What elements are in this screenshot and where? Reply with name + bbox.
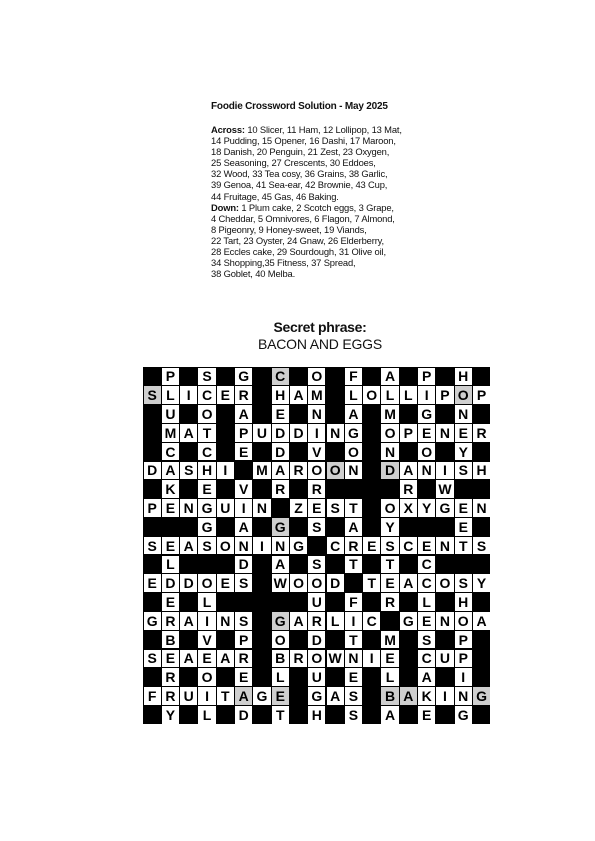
grid-cell: A [180, 537, 197, 555]
grid-cell: S [198, 368, 215, 386]
grid-cell: D [180, 574, 197, 592]
grid-cell: L [381, 386, 398, 404]
grid-cell: A [345, 405, 362, 423]
clue-text: 32 Wood, 33 Tea cosy, 36 Grains, 38 Garlic, [211, 168, 388, 180]
grid-cell: O [455, 386, 472, 404]
grid-cell: M [381, 631, 398, 649]
grid-cell: A [473, 612, 490, 630]
grid-cell: L [162, 556, 179, 574]
grid-cell: I [345, 612, 362, 630]
grid-cell: A [180, 612, 197, 630]
grid-cell: E [162, 593, 179, 611]
grid-cell: W [272, 574, 289, 592]
grid-cell: P [235, 631, 252, 649]
grid-cell: S [308, 556, 325, 574]
grid-cell: A [381, 706, 398, 724]
clue-line [211, 168, 461, 179]
grid-cell: R [345, 537, 362, 555]
clue-line [211, 235, 461, 246]
grid-cell: D [272, 443, 289, 461]
grid-cell: D [272, 424, 289, 442]
grid-cell: E [198, 650, 215, 668]
grid-cell: P [400, 424, 417, 442]
grid-cell: U [436, 650, 453, 668]
grid-cell: A [345, 518, 362, 536]
grid-cell: O [217, 537, 234, 555]
grid-cell: S [327, 499, 344, 517]
grid-cell: W [327, 650, 344, 668]
grid-cell: C [198, 443, 215, 461]
clue-line [211, 246, 461, 257]
grid-cell: F [345, 593, 362, 611]
grid-cell: A [327, 687, 344, 705]
grid-cell: H [473, 462, 490, 480]
clue-line [211, 157, 461, 168]
grid-cell: C [327, 537, 344, 555]
grid-cell: L [400, 386, 417, 404]
grid-cell: S [308, 518, 325, 536]
grid-cell: E [235, 443, 252, 461]
crossword-grid [143, 367, 490, 724]
clue-text: 38 Goblet, 40 Melba. [211, 268, 296, 280]
grid-cell: U [308, 593, 325, 611]
grid-cell: O [308, 574, 325, 592]
grid-cell: O [455, 612, 472, 630]
grid-cell: U [162, 405, 179, 423]
grid-cell: N [345, 462, 362, 480]
grid-cell: O [345, 443, 362, 461]
grid-cell: R [162, 612, 179, 630]
grid-cell: K [418, 687, 435, 705]
grid-cell: P [455, 631, 472, 649]
grid-cell: R [290, 650, 307, 668]
grid-cell: I [235, 499, 252, 517]
grid-cell: N [217, 612, 234, 630]
grid-cell: R [235, 386, 252, 404]
grid-cell: N [455, 405, 472, 423]
grid-cell: I [436, 687, 453, 705]
grid-cell: B [162, 631, 179, 649]
grid-cell: S [180, 462, 197, 480]
grid-cell: I [436, 462, 453, 480]
grid-cell: V [235, 480, 252, 498]
grid-cell: S [144, 650, 161, 668]
grid-cell: L [381, 668, 398, 686]
grid-cell: O [290, 574, 307, 592]
grid-cell: S [473, 537, 490, 555]
grid-cell: D [327, 574, 344, 592]
grid-cell: E [418, 706, 435, 724]
grid-cell: O [308, 650, 325, 668]
grid-cell: E [272, 405, 289, 423]
grid-cell: P [418, 368, 435, 386]
clue-line [211, 191, 461, 202]
grid-cell: E [235, 668, 252, 686]
grid-cell: P [235, 424, 252, 442]
grid-cell: E [345, 668, 362, 686]
grid-cell: A [272, 556, 289, 574]
grid-cell: V [308, 443, 325, 461]
grid-cell: E [162, 499, 179, 517]
grid-cell: G [198, 518, 215, 536]
grid-cell: Y [381, 518, 398, 536]
grid-cell: O [327, 462, 344, 480]
grid-cell: P [436, 386, 453, 404]
grid-cell: Y [162, 706, 179, 724]
grid-cell: O [198, 574, 215, 592]
grid-cell: N [381, 443, 398, 461]
grid-cell: R [308, 612, 325, 630]
grid-cell: T [217, 687, 234, 705]
grid-cell: E [162, 537, 179, 555]
grid-cell: S [455, 462, 472, 480]
clue-line [211, 268, 461, 279]
clue-list [211, 124, 461, 279]
grid-cell: Y [455, 443, 472, 461]
grid-cell: D [308, 631, 325, 649]
grid-cell: M [381, 405, 398, 423]
grid-cell: N [235, 537, 252, 555]
grid-cell: C [272, 368, 289, 386]
grid-cell: G [272, 518, 289, 536]
grid-cell: O [272, 631, 289, 649]
grid-cell: R [272, 480, 289, 498]
grid-cell: V [198, 631, 215, 649]
clue-text: 25 Seasoning, 27 Crescents, 30 Eddoes, [211, 157, 376, 169]
grid-cell: A [235, 518, 252, 536]
grid-cell: G [455, 706, 472, 724]
grid-cell: G [436, 499, 453, 517]
grid-cell: D [290, 424, 307, 442]
grid-cell: H [272, 386, 289, 404]
clue-text: 8 Pigeonry, 9 Honey-sweet, 19 Viands, [211, 223, 367, 235]
grid-cell: T [363, 574, 380, 592]
grid-cell: I [180, 386, 197, 404]
clue-text: 10 Slicer, 11 Ham, 12 Lollipop, 13 Mat, [244, 124, 402, 135]
grid-cell: L [198, 593, 215, 611]
grid-cell: E [162, 650, 179, 668]
grid-cell: O [363, 386, 380, 404]
clue-text: 22 Tart, 23 Oyster, 24 Gnaw, 26 Elderberry, [211, 234, 384, 246]
grid-cell: G [253, 687, 270, 705]
grid-cell: C [363, 612, 380, 630]
grid-cell: I [217, 462, 234, 480]
grid-cell: F [144, 687, 161, 705]
grid-cell: E [363, 537, 380, 555]
grid-cell: I [253, 537, 270, 555]
grid-cell: L [327, 612, 344, 630]
grid-cell: O [418, 443, 435, 461]
grid-cell: N [418, 462, 435, 480]
grid-cell: A [400, 687, 417, 705]
grid-cell: O [198, 405, 215, 423]
grid-cell: A [180, 424, 197, 442]
grid-cell: H [455, 593, 472, 611]
grid-cell: P [455, 650, 472, 668]
grid-cell: U [308, 668, 325, 686]
grid-cell: C [198, 386, 215, 404]
grid-cell: T [381, 556, 398, 574]
clue-line [211, 146, 461, 157]
grid-cell: Y [418, 499, 435, 517]
grid-cell: P [162, 368, 179, 386]
grid-cell: A [381, 368, 398, 386]
clue-text: 34 Shopping,35 Fitness, 37 Spread, [211, 257, 356, 269]
grid-cell: T [455, 537, 472, 555]
clue-text: 28 Eccles cake, 29 Sourdough, 31 Olive oil, [211, 246, 386, 258]
clue-line [211, 135, 461, 146]
grid-cell: G [290, 537, 307, 555]
grid-cell: N [180, 499, 197, 517]
grid-cell: A [180, 650, 197, 668]
grid-cell: G [400, 612, 417, 630]
grid-cell: E [418, 612, 435, 630]
grid-cell: L [162, 386, 179, 404]
grid-cell: N [327, 424, 344, 442]
grid-cell: E [217, 574, 234, 592]
grid-cell: E [217, 386, 234, 404]
grid-cell: D [235, 556, 252, 574]
grid-cell: S [381, 537, 398, 555]
grid-cell: O [381, 499, 398, 517]
grid-cell: A [290, 612, 307, 630]
grid-cell: N [436, 424, 453, 442]
puzzle-title: Foodie Crossword Solution - May 2025 [211, 101, 388, 112]
grid-cell: U [253, 424, 270, 442]
clue-line [211, 179, 461, 190]
grid-cell: E [418, 537, 435, 555]
grid-cell: R [308, 480, 325, 498]
grid-cell: A [217, 650, 234, 668]
grid-cell: M [162, 424, 179, 442]
grid-cell: U [180, 687, 197, 705]
grid-cell: A [400, 574, 417, 592]
grid-cell: N [455, 687, 472, 705]
grid-cell: R [290, 462, 307, 480]
clue-text: 14 Pudding, 15 Opener, 16 Dashi, 17 Maroon, [211, 135, 396, 147]
grid-cell: I [363, 650, 380, 668]
clue-line [211, 224, 461, 235]
grid-cell: S [345, 706, 362, 724]
grid-cell: R [381, 593, 398, 611]
grid-cell: G [418, 405, 435, 423]
grid-cell: N [436, 537, 453, 555]
grid-cell: A [418, 668, 435, 686]
grid-cell: H [198, 462, 215, 480]
clue-line [211, 124, 461, 135]
grid-cell: R [400, 480, 417, 498]
grid-cell: S [345, 687, 362, 705]
grid-cell: A [162, 462, 179, 480]
grid-cell: D [162, 574, 179, 592]
secret-phrase-value: BACON AND EGGS [257, 336, 382, 352]
grid-cell: N [473, 499, 490, 517]
grid-cell: O [308, 462, 325, 480]
clue-text: 4 Cheddar, 5 Omnivores, 6 Flagon, 7 Almond, [211, 212, 395, 224]
grid-cell: N [345, 650, 362, 668]
grid-cell: B [272, 650, 289, 668]
grid-cell: L [198, 706, 215, 724]
grid-cell: T [345, 499, 362, 517]
grid-cell: R [162, 687, 179, 705]
grid-cell: S [144, 537, 161, 555]
grid-cell: I [198, 612, 215, 630]
clue-section-label: Across: [211, 124, 245, 135]
grid-cell: G [144, 612, 161, 630]
grid-cell: G [345, 424, 362, 442]
clue-line [211, 202, 461, 213]
grid-cell: E [418, 424, 435, 442]
grid-cell: T [272, 706, 289, 724]
grid-cell: A [272, 462, 289, 480]
grid-cell: A [400, 462, 417, 480]
grid-cell: X [400, 499, 417, 517]
grid-cell: G [272, 612, 289, 630]
grid-cell: O [198, 668, 215, 686]
clue-line [211, 213, 461, 224]
grid-cell: E [455, 499, 472, 517]
grid-cell: C [418, 556, 435, 574]
grid-cell: E [381, 650, 398, 668]
grid-cell: L [345, 386, 362, 404]
grid-cell: G [235, 368, 252, 386]
grid-cell: G [473, 687, 490, 705]
clue-text: 44 Fruitage, 45 Gas, 46 Baking. [211, 190, 339, 202]
grid-cell: P [144, 499, 161, 517]
grid-cell: K [162, 480, 179, 498]
grid-cell: W [436, 480, 453, 498]
grid-cell: C [418, 650, 435, 668]
grid-cell: S [418, 631, 435, 649]
grid-cell: E [455, 424, 472, 442]
grid-cell: D [144, 462, 161, 480]
grid-cell: N [253, 499, 270, 517]
grid-cell: N [436, 612, 453, 630]
grid-cell: S [198, 537, 215, 555]
grid-cell: G [198, 499, 215, 517]
secret-phrase-label: Secret phrase: [273, 319, 367, 335]
grid-cell: H [455, 368, 472, 386]
grid-cell: P [473, 386, 490, 404]
grid-cell: G [308, 687, 325, 705]
grid-cell: B [381, 687, 398, 705]
grid-cell: S [455, 574, 472, 592]
grid-cell: I [198, 687, 215, 705]
grid-cell: U [217, 499, 234, 517]
grid-cell: T [345, 556, 362, 574]
grid-cell: E [272, 687, 289, 705]
grid-cell: O [308, 368, 325, 386]
grid-cell: I [308, 424, 325, 442]
grid-cell: N [308, 405, 325, 423]
clue-text: 1 Plum cake, 2 Scotch eggs, 3 Grape, [238, 201, 394, 213]
grid-cell: I [455, 668, 472, 686]
grid-cell: E [308, 499, 325, 517]
grid-cell: L [272, 668, 289, 686]
grid-cell: C [400, 537, 417, 555]
grid-cell: D [381, 462, 398, 480]
grid-cell: I [418, 386, 435, 404]
grid-cell: A [235, 405, 252, 423]
grid-cell: S [235, 574, 252, 592]
grid-cell: M [308, 386, 325, 404]
grid-cell: R [235, 650, 252, 668]
grid-cell: C [162, 443, 179, 461]
grid-cell: T [345, 631, 362, 649]
grid-cell: D [235, 706, 252, 724]
grid-cell: R [473, 424, 490, 442]
grid-cell: H [308, 706, 325, 724]
grid-cell: E [381, 574, 398, 592]
grid-cell: E [144, 574, 161, 592]
grid-cell: F [345, 368, 362, 386]
grid-cell: A [290, 386, 307, 404]
clue-text: 18 Danish, 20 Penguin, 21 Zest, 23 Oxygen, [211, 146, 390, 158]
grid-cell: T [198, 424, 215, 442]
grid-cell: A [235, 687, 252, 705]
grid-cell: C [418, 574, 435, 592]
grid-cell: O [436, 574, 453, 592]
grid-cell: S [235, 612, 252, 630]
clue-text: 39 Genoa, 41 Sea-ear, 42 Brownie, 43 Cup, [211, 179, 388, 191]
clue-section-label: Down: [211, 201, 239, 213]
grid-cell: Z [290, 499, 307, 517]
grid-cell: Y [473, 574, 490, 592]
clue-line [211, 257, 461, 268]
grid-cell: E [198, 480, 215, 498]
grid-cell: E [455, 518, 472, 536]
grid-cell: M [253, 462, 270, 480]
grid-cell: N [272, 537, 289, 555]
grid-cell: S [144, 386, 161, 404]
grid-cell: R [162, 668, 179, 686]
grid-cell: O [381, 424, 398, 442]
grid-cell: L [418, 593, 435, 611]
